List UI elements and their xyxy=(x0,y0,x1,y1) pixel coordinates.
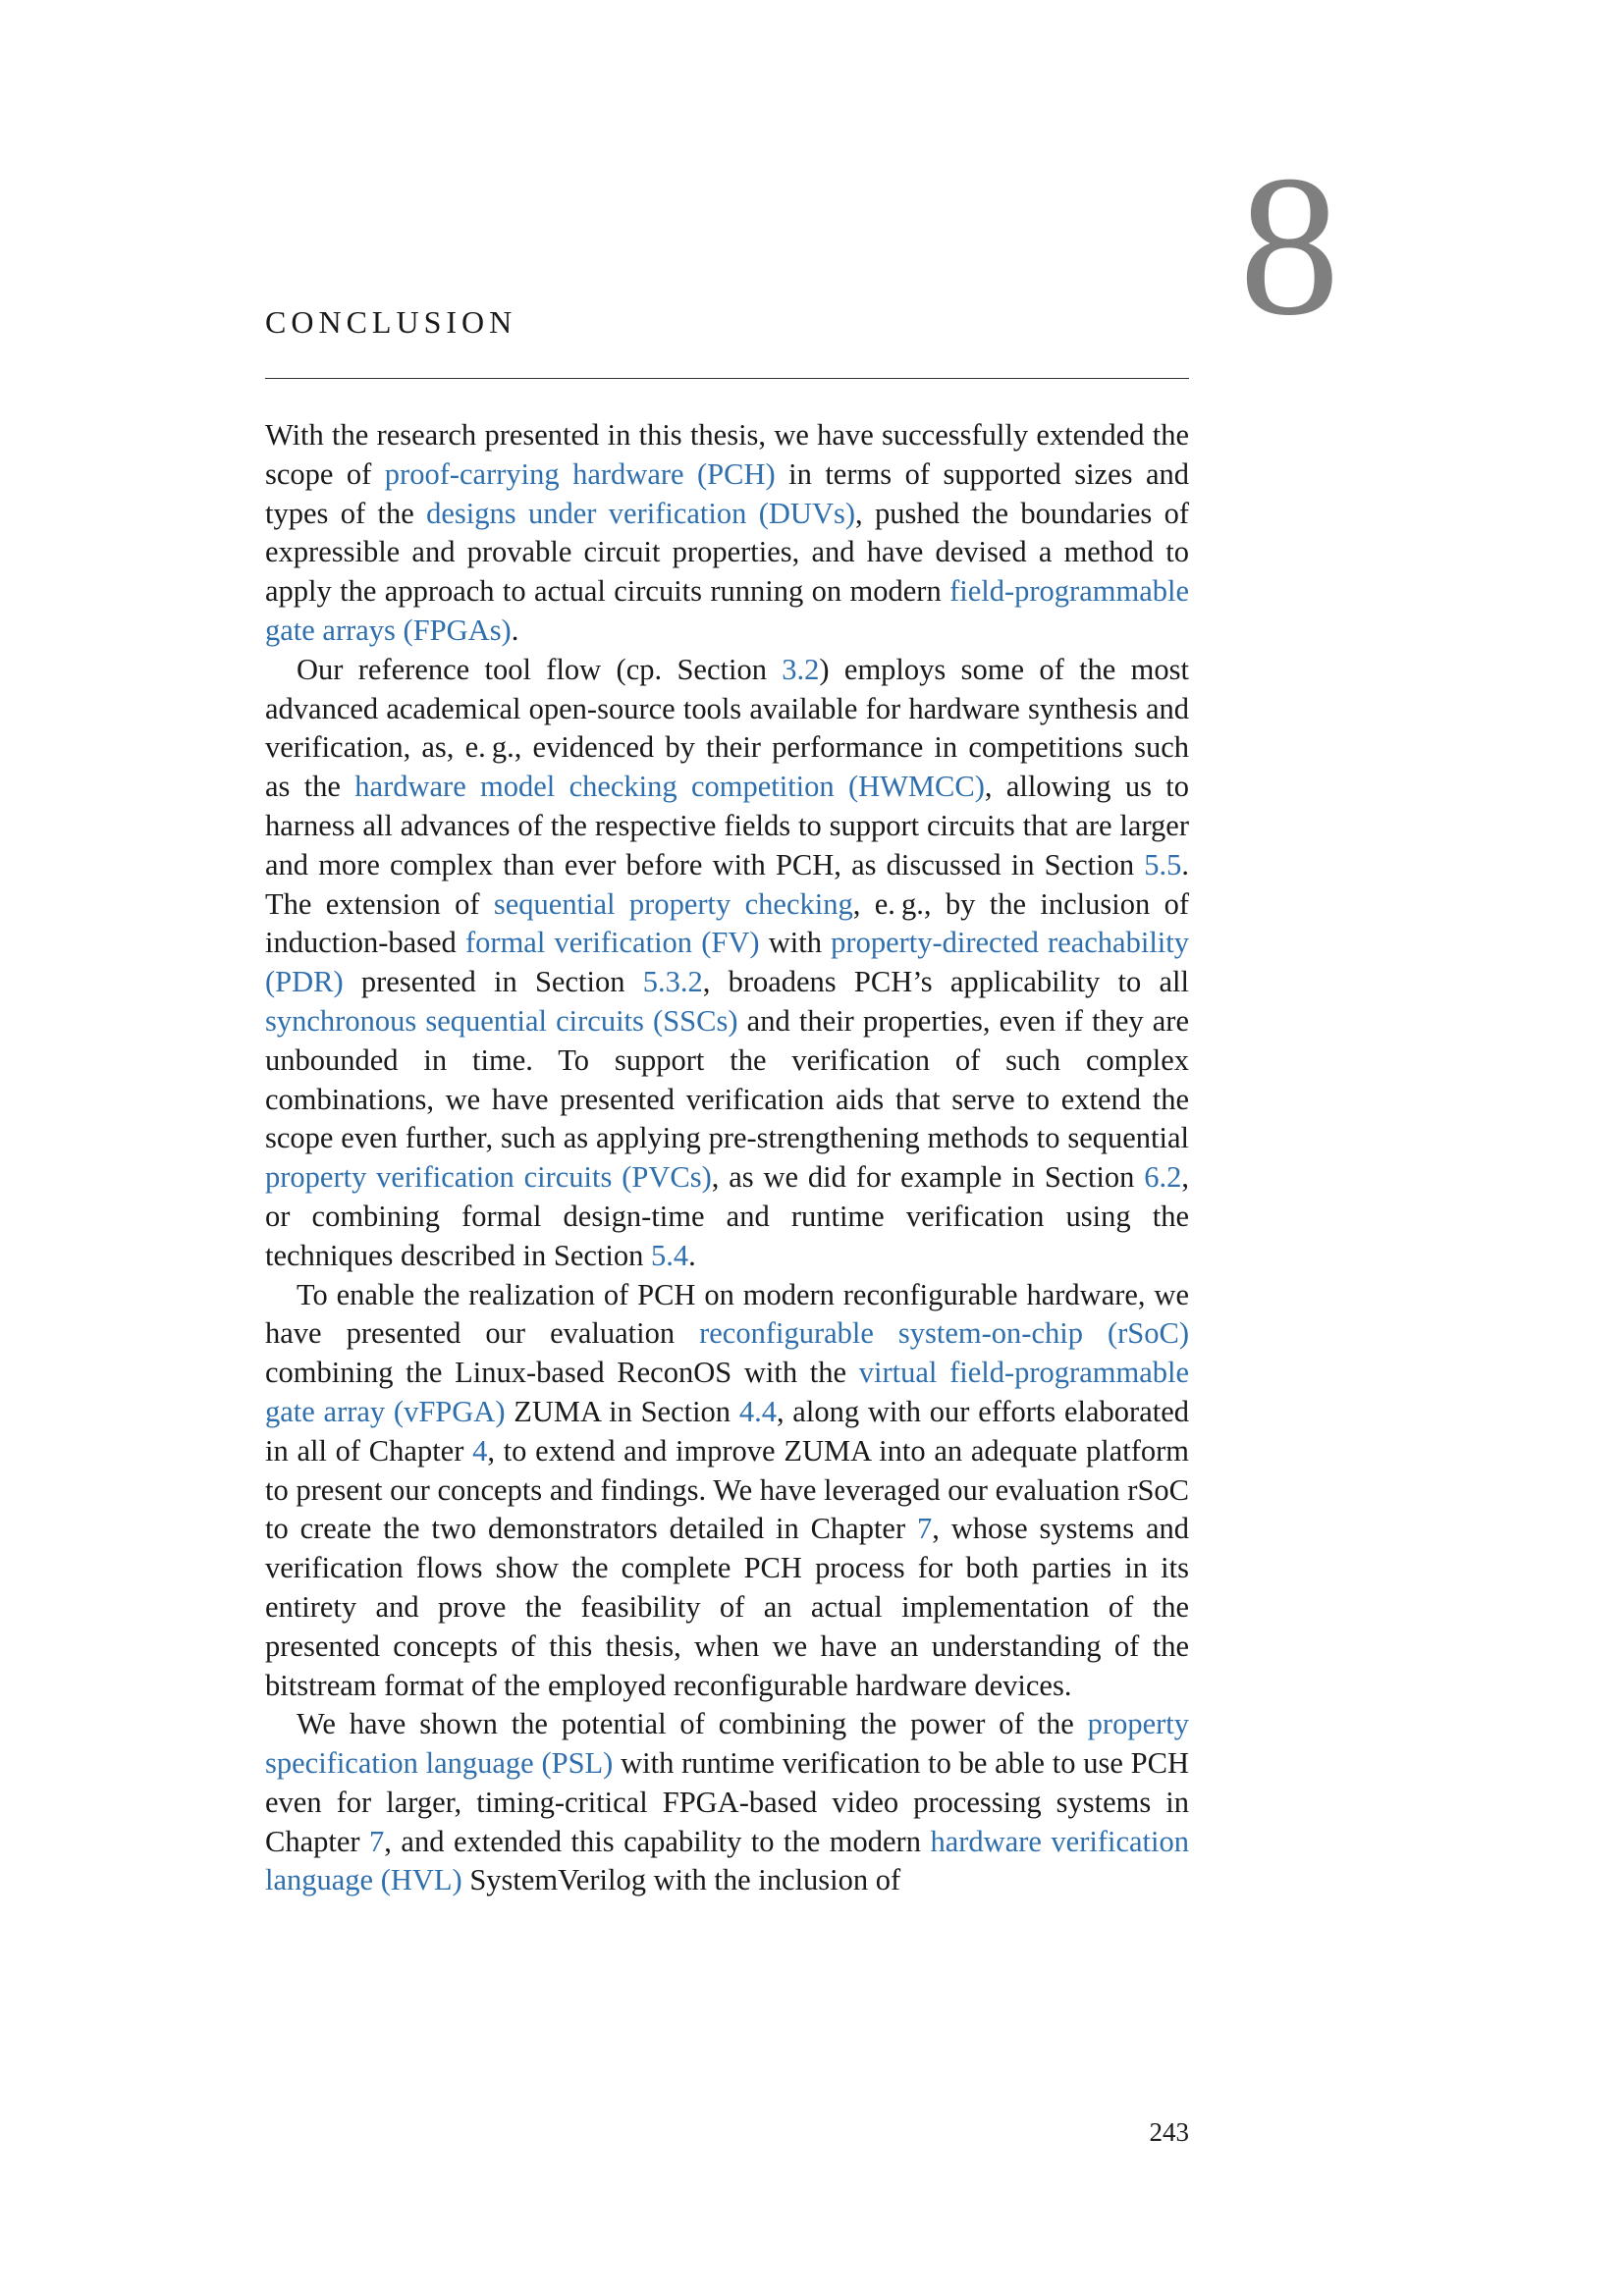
text-run: , as we did for example in Section xyxy=(711,1160,1145,1195)
cross-reference-link[interactable]: proof-carrying hardware (PCH) xyxy=(384,456,776,491)
text-run: and their properties, even if they are unbounded in time. To support the verification of such complex combinations, we have presented verification aids that serve to extend the scope even further, such as applying pre-strengthening methods to sequential xyxy=(265,1003,1190,1155)
cross-reference-link[interactable]: 6.2 xyxy=(1144,1160,1182,1195)
text-run: With the research presented in this thesis, we have successfully extended the scope of xyxy=(265,418,1189,491)
paragraph xyxy=(265,651,1189,1276)
cross-reference-link[interactable]: formal verification (FV) xyxy=(465,926,760,960)
text-run: ) employs some of the most advanced academical open-source tools available for hardware synthesis and verification, as, e. g., evidenced by their performance in competitions such as the xyxy=(265,652,1189,804)
text-run: . xyxy=(688,1238,696,1272)
text-run: in terms of supported sizes and types of the xyxy=(265,456,1189,530)
text-run: . xyxy=(511,613,519,647)
text-run: , e. g., by the inclusion of induction-based xyxy=(265,886,1189,960)
text-run: Our reference tool flow (cp. Section xyxy=(297,652,783,686)
text-run: presented in Section xyxy=(343,965,643,999)
cross-reference-link[interactable]: hardware verification language (HVL) xyxy=(265,1824,1189,1897)
cross-reference-link[interactable]: property verification circuits (PVCs) xyxy=(265,1160,712,1195)
cross-reference-link[interactable]: property-directed reachability (PDR) xyxy=(265,926,1189,999)
title-divider xyxy=(265,378,1189,379)
chapter-number: 8 xyxy=(1239,134,1340,357)
cross-reference-link[interactable]: property specification language (PSL) xyxy=(265,1707,1189,1781)
cross-reference-link[interactable]: 7 xyxy=(369,1824,385,1858)
cross-reference-link[interactable]: virtual field-programmable gate array (vFPGA) xyxy=(265,1356,1189,1428)
cross-reference-link[interactable]: synchronous sequential circuits (SSCs) xyxy=(265,1003,738,1038)
cross-reference-link[interactable]: 5.3.2 xyxy=(642,965,703,999)
cross-reference-link[interactable]: hardware model checking competition (HWMCC) xyxy=(354,770,985,804)
text-run: , to extend and improve ZUMA into an adequate platform to present our concepts and findings. We have leveraged our evaluation rSoC to create the two demonstrators detailed in Chapter xyxy=(265,1433,1189,1546)
cross-reference-link[interactable]: 5.4 xyxy=(651,1238,689,1272)
text-run: , broadens PCH’s applicability to all xyxy=(702,965,1189,999)
text-run: To enable the realization of PCH on modern reconfigurable hardware, we have presented our evaluation xyxy=(265,1277,1189,1351)
paragraph xyxy=(265,1276,1189,1706)
text-run: , and extended this capability to the modern xyxy=(384,1824,931,1858)
page-number: 243 xyxy=(1149,2117,1189,2147)
text-run: , allowing us to harness all advances of the respective fields to support circuits that are larger and more complex than ever before with PCH, as discussed in Section xyxy=(265,770,1189,881)
cross-reference-link[interactable]: 4 xyxy=(472,1433,488,1468)
paragraph xyxy=(265,416,1189,651)
text-run: with xyxy=(759,926,832,960)
text-run: with runtime verification to be able to use PCH even for larger, timing-critical FPGA-based video processing systems in Chapter xyxy=(265,1746,1189,1858)
paragraph xyxy=(265,1705,1189,1900)
text-run: . The extension of xyxy=(265,847,1189,921)
cross-reference-link[interactable]: 4.4 xyxy=(738,1394,777,1428)
text-run: , whose systems and verification flows show the complete PCH process for both parties in its entirety and prove the feasibility of an actual implementation of the presented concepts of this thesis, when we have an understanding of the bitstream format of the employed reconfigurable hardware devices. xyxy=(265,1512,1189,1702)
cross-reference-link[interactable]: 3.2 xyxy=(782,652,820,686)
cross-reference-link[interactable]: reconfigurable system-on-chip (rSoC) xyxy=(699,1316,1189,1351)
text-run: We have shown the potential of combining the power of the xyxy=(297,1707,1088,1741)
cross-reference-link[interactable]: sequential property checking xyxy=(493,886,853,921)
text-run: , or combining formal design-time and runtime verification using the techniques described in Section xyxy=(265,1160,1189,1272)
text-run: ZUMA in Section xyxy=(505,1394,739,1428)
text-run: combining the Linux-based ReconOS with the xyxy=(265,1356,859,1390)
cross-reference-link[interactable]: 5.5 xyxy=(1144,847,1182,881)
cross-reference-link[interactable]: 7 xyxy=(916,1512,933,1546)
text-run: , along with our efforts elaborated in all of Chapter xyxy=(265,1394,1189,1468)
cross-reference-link[interactable]: field-programmable gate arrays (FPGAs) xyxy=(265,574,1189,647)
text-run: , pushed the boundaries of expressible and provable circuit properties, and have devised a method to apply the approach to actual circuits running on modern xyxy=(265,496,1189,609)
body-text xyxy=(265,416,1189,1900)
cross-reference-link[interactable]: designs under verification (DUVs) xyxy=(426,496,856,530)
text-run: SystemVerilog with the inclusion of xyxy=(461,1863,901,1897)
chapter-title: CONCLUSION xyxy=(265,304,517,340)
